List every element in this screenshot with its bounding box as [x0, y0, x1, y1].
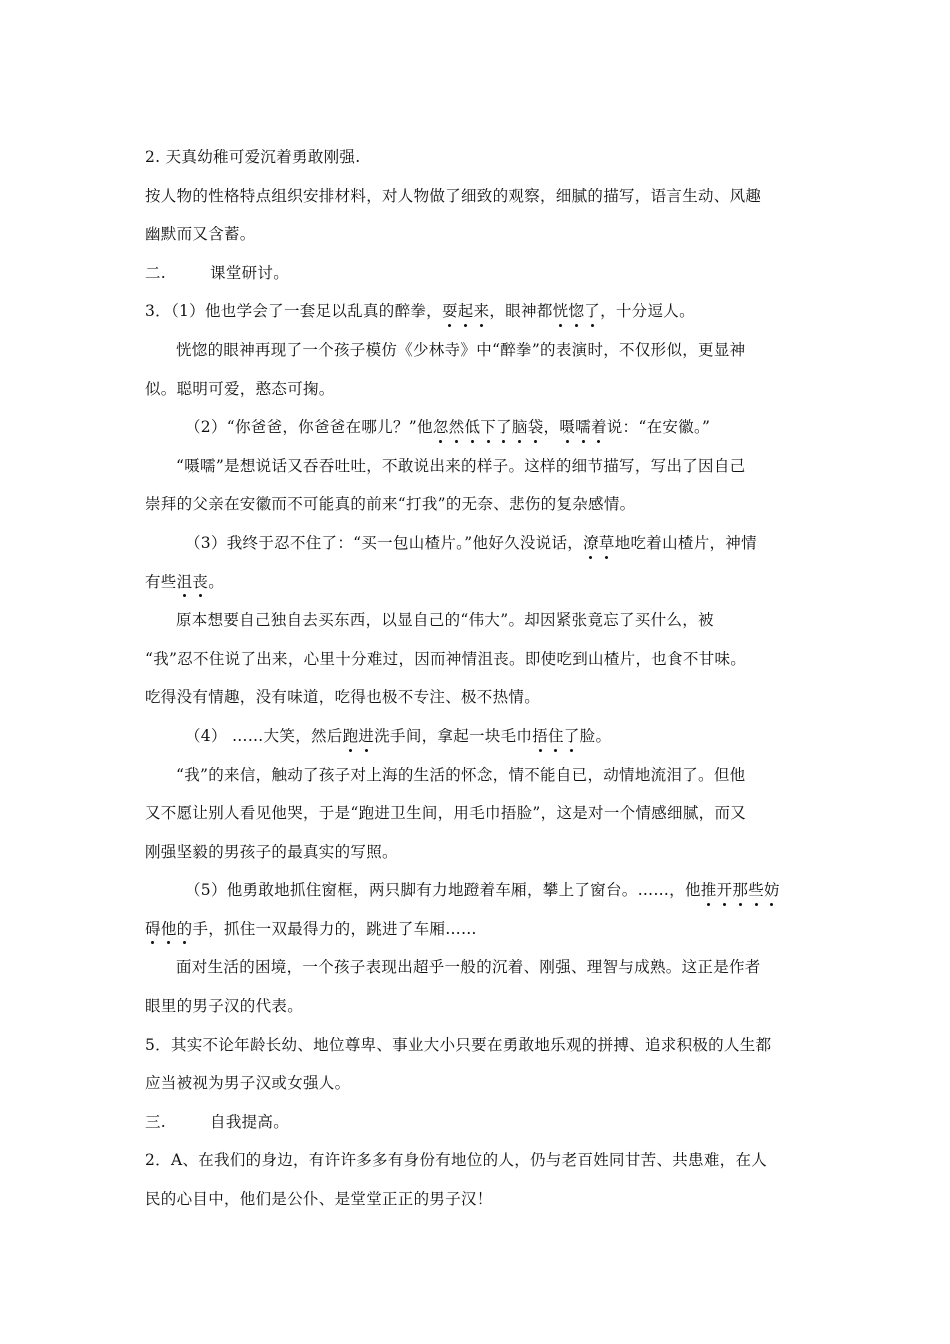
quote-line [145, 910, 810, 949]
answer-line: 幽默而又含蓄。 [145, 225, 256, 244]
section-title: 自我提高。 [210, 1112, 290, 1131]
analysis-line: 眼里的男子汉的代表。 [145, 997, 304, 1016]
text-run: （5）他勇敢地抓住窗框，两只脚有力地蹬着车厢，攀上了窗台。……，他 [185, 881, 701, 900]
emphasis-char: 来 [474, 292, 490, 331]
quote-line [145, 524, 810, 563]
text-run: 手，抓住一双最得力的，跳进了车厢…… [192, 919, 477, 938]
text-run: 脸。 [579, 726, 612, 745]
quote-line [145, 292, 810, 331]
emphasis-char: 然 [449, 408, 465, 447]
section-heading [145, 254, 810, 293]
emphasis-char: 嗫 [559, 408, 575, 447]
quote-line [145, 408, 810, 447]
text-run: （4） ……大笑，然后 [185, 726, 343, 745]
text-run: 洗手间，拿起一块毛巾 [374, 726, 533, 745]
emphasis-char: 进 [358, 717, 374, 756]
emphasis-run [583, 534, 615, 552]
emphasis-run [532, 727, 579, 745]
analysis-line: 原本想要自己独自去买东西，以显自己的“伟大”。却因紧张竟忘了买什么，被 [176, 611, 714, 630]
answer-line: 按人物的性格特点组织安排材料，对人物做了细致的观察，细腻的描写，语言生动、风趣 [145, 186, 762, 205]
emphasis-char: 捂 [532, 717, 548, 756]
section-number: 二. [145, 263, 167, 282]
emphasis-char: 着 [591, 408, 607, 447]
section-title: 课堂研讨。 [210, 263, 290, 282]
analysis-line: “我”忍不住说了出来，心里十分难过，因而神情沮丧。即使吃到山楂片，也食不甘味。 [145, 649, 747, 668]
text-run: ， [543, 418, 560, 437]
text-run: （3）我终于忍不住了：“买一包山楂片。”他好久没说话， [185, 533, 584, 552]
emphasis-char: 低 [464, 408, 480, 447]
text-run: （2）“你爸爸，你爸爸在哪儿？”他 [185, 418, 433, 437]
emphasis-char: 丧 [192, 563, 208, 602]
text-run: 3．（1）他也学会了一套足以乱真的醉拳， [145, 302, 442, 321]
text-run: 。 [208, 572, 225, 591]
emphasis-char: 耍 [442, 292, 458, 331]
analysis-line: 刚强坚毅的男孩子的最真实的写照。 [145, 842, 398, 861]
emphasis-run [553, 302, 600, 320]
section-number: 三. [145, 1112, 167, 1131]
quote-line [145, 563, 810, 602]
emphasis-char: 下 [480, 408, 496, 447]
analysis-line: 面对生活的困境，一个孩子表现出超乎一般的沉着、刚强、理智与成熟。这正是作者 [176, 958, 761, 977]
quote-line [145, 871, 810, 910]
emphasis-char: 起 [458, 292, 474, 331]
emphasis-char: 跑 [343, 717, 359, 756]
emphasis-char: 推 [701, 871, 717, 910]
analysis-line: 崇拜的父亲在安徽而不可能真的前来“打我”的无奈、悲伤的复杂感情。 [145, 495, 636, 514]
section-heading [145, 1103, 810, 1142]
emphasis-run [442, 302, 489, 320]
analysis-line: “嗫嚅”是想说话又吞吞吐吐，不敢说出来的样子。这样的细节描写，写出了因自己 [176, 456, 746, 475]
emphasis-char: 妨 [764, 871, 780, 910]
answer-line: 2. 天真幼稚可爱沉着勇敢刚强. [145, 148, 361, 166]
analysis-line: 恍惚的眼神再现了一个孩子模仿《少林寺》中“醉拳”的表演时，不仅形似，更显神 [176, 340, 746, 359]
emphasis-run [433, 418, 544, 436]
emphasis-char: 住 [548, 717, 564, 756]
emphasis-char: 嚅 [575, 408, 591, 447]
emphasis-char: 忽 [433, 408, 449, 447]
emphasis-char: 惚 [568, 292, 584, 331]
emphasis-char: 了 [564, 717, 580, 756]
answer-line: 民的心目中，他们是公仆、是堂堂正正的男子汉！ [145, 1190, 493, 1209]
emphasis-char: 脑 [512, 408, 528, 447]
answer-line: 2．A、在我们的身边，有许许多多有身份有地位的人，仍与老百姓同甘苦、共患难，在人 [145, 1151, 768, 1170]
emphasis-run [701, 881, 780, 899]
emphasis-run [145, 920, 192, 938]
text-run: 说：“在安徽。” [606, 418, 711, 437]
analysis-line: 似。聪明可爱，憨态可掬。 [145, 379, 335, 398]
answer-line: 5．其实不论年龄长幼、地位尊卑、事业大小只要在勇敢地乐观的拼搏、追求积极的人生都 [145, 1035, 772, 1054]
analysis-line: 吃得没有情趣，没有味道，吃得也极不专注、极不热情。 [145, 688, 541, 707]
text-run: 地吃着山楂片，神情 [614, 533, 757, 552]
emphasis-run [177, 573, 209, 591]
analysis-line: 又不愿让别人看见他哭，于是“跑进卫生间，用毛巾捂脸”，这是对一个情感细腻，而又 [145, 804, 747, 823]
emphasis-char: 开 [717, 871, 733, 910]
emphasis-run [343, 727, 375, 745]
emphasis-char: 些 [748, 871, 764, 910]
answer-line: 应当被视为男子汉或女强人。 [145, 1074, 351, 1093]
emphasis-char: 潦 [583, 524, 599, 563]
emphasis-char: 袋 [528, 408, 544, 447]
emphasis-char: 恍 [553, 292, 569, 331]
emphasis-char: 碍 [145, 910, 161, 949]
emphasis-char: 的 [177, 910, 193, 949]
emphasis-char: 了 [584, 292, 600, 331]
text-run: ，眼神都 [489, 302, 553, 321]
document-page [145, 138, 810, 1219]
analysis-line: “我”的来信，触动了孩子对上海的生活的怀念，情不能自已，动情地流泪了。但他 [176, 765, 746, 784]
emphasis-run [559, 418, 606, 436]
text-run: ，十分逗人。 [600, 302, 695, 321]
quote-line [145, 717, 810, 756]
emphasis-char: 沮 [177, 563, 193, 602]
emphasis-char: 他 [161, 910, 177, 949]
emphasis-char: 了 [496, 408, 512, 447]
text-run: 有些 [145, 572, 177, 591]
emphasis-char: 草 [599, 524, 615, 563]
emphasis-char: 那 [732, 871, 748, 910]
